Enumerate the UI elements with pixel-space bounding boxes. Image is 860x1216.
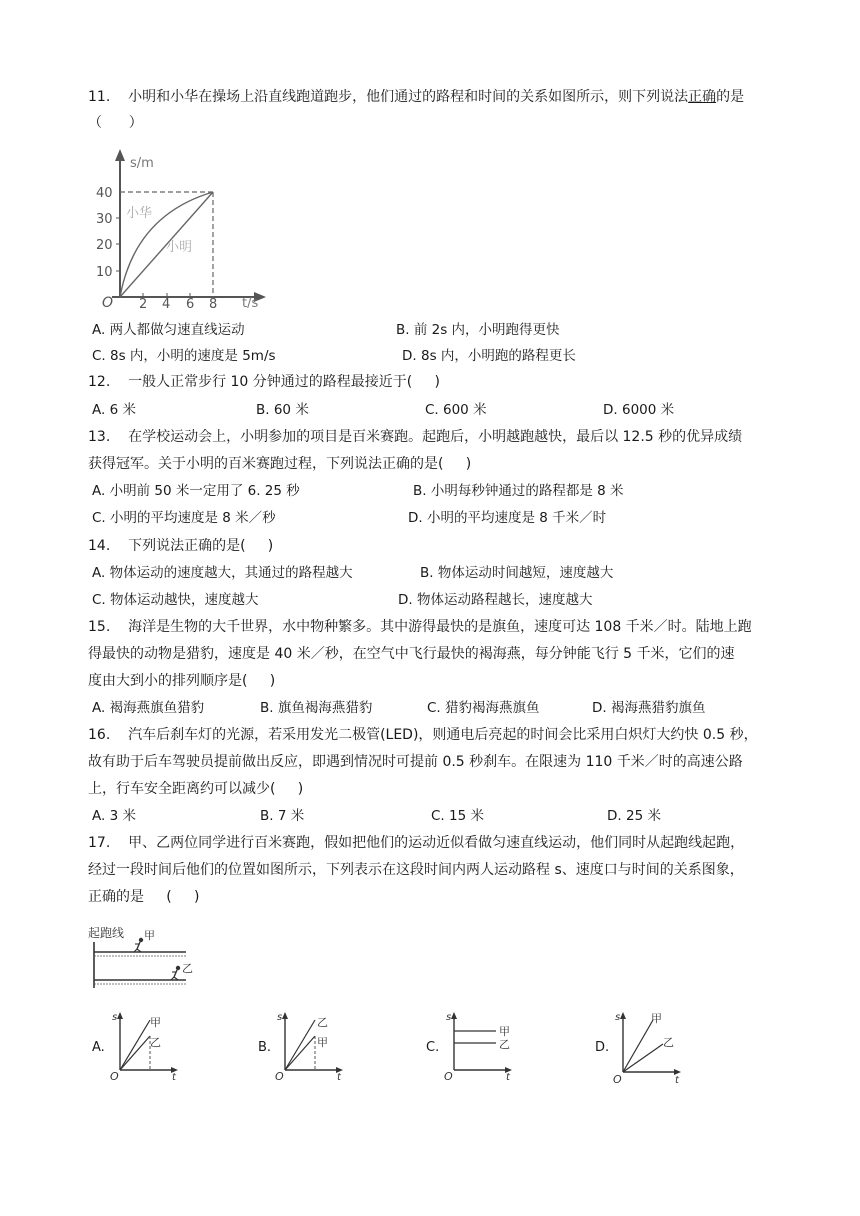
origin-o: O <box>275 1070 284 1080</box>
y-axis-s: s <box>112 1012 118 1023</box>
q15-option-c[interactable]: C. 猎豹褐海燕旗鱼 <box>427 700 540 716</box>
curve-label-xiaoming: 小明 <box>166 240 193 255</box>
x-axis-t: t <box>675 1075 679 1084</box>
x-axis-label: t/s <box>242 296 259 310</box>
x-tick-2: 2 <box>139 297 148 310</box>
q16-option-d[interactable]: D. 25 米 <box>607 808 661 824</box>
q12-option-c[interactable]: C. 600 米 <box>425 402 487 418</box>
q14-option-b[interactable]: B. 物体运动时间越短，速度越大 <box>420 565 614 581</box>
q11-underlined-word: 正确 <box>688 89 717 105</box>
y-tick-30: 30 <box>96 212 113 227</box>
q16-option-a[interactable]: A. 3 米 <box>92 808 136 824</box>
runner-jia-label: 甲 <box>144 929 155 942</box>
q11-option-a[interactable]: A. 两人都做匀速直线运动 <box>92 322 245 338</box>
origin-label: O <box>102 295 114 310</box>
q14-option-c[interactable]: C. 物体运动越快，速度越大 <box>92 592 259 608</box>
runner-yi-icon <box>171 966 180 980</box>
q17-stem-line3: 正确的是 ( ) <box>88 889 200 905</box>
y-axis-s: s <box>277 1012 283 1023</box>
x-tick-8: 8 <box>209 297 218 310</box>
origin-o: O <box>444 1070 453 1080</box>
q17-option-a-graph[interactable] <box>108 1008 184 1080</box>
x-tick-4: 4 <box>162 297 171 310</box>
q13-stem-line1: 13. 在学校运动会上，小明参加的项目是百米赛跑。起跑后，小明越跑越快，最后以 12.5 秒的优异成绩 <box>88 429 743 445</box>
q17-option-c-letter[interactable]: C. <box>426 1040 440 1055</box>
q17-stem-line2: 经过一段时间后他们的位置如图所示，下列表示在这段时间内两人运动路程 s、速度口与时间的关系图象， <box>88 862 744 878</box>
q15-option-a[interactable]: A. 褐海燕旗鱼猎豹 <box>92 700 205 716</box>
q11-option-c[interactable]: C. 8s 内，小明的速度是 5m/s <box>92 348 276 364</box>
y-axis-label: s/m <box>130 156 154 171</box>
label-bottom: 乙 <box>499 1038 510 1051</box>
q15-stem-line2: 得最快的动物是猎豹，速度是 40 米／秒，在空气中飞行最快的褐海燕，每分钟能飞行 5 千米，它们的速 <box>88 646 735 662</box>
x-tick-6: 6 <box>186 297 195 310</box>
q12-option-b[interactable]: B. 60 米 <box>256 402 309 418</box>
runner-yi-label: 乙 <box>182 962 193 975</box>
q13-option-a[interactable]: A. 小明前 50 米一定用了 6. 25 秒 <box>92 483 300 499</box>
q17-option-b-graph[interactable] <box>273 1008 349 1080</box>
q17-option-a-letter[interactable]: A. <box>92 1040 105 1055</box>
q13-stem-line2: 获得冠军。关于小明的百米赛跑过程，下列说法正确的是( ) <box>88 456 472 472</box>
x-axis-t: t <box>506 1072 510 1080</box>
label-bottom: 甲 <box>317 1036 328 1049</box>
q15-stem-line1: 15. 海洋是生物的大千世界，水中物种繁多。其中游得最快的是旗鱼，速度可达 108 千米／时。陆地上跑 <box>88 619 752 635</box>
label-bottom: 乙 <box>150 1036 161 1049</box>
runner-jia-icon <box>134 938 143 952</box>
q13-option-c[interactable]: C. 小明的平均速度是 8 米／秒 <box>92 510 276 526</box>
label-bottom: 乙 <box>663 1036 674 1049</box>
label-top: 甲 <box>150 1016 161 1029</box>
q17-race-track-figure <box>86 922 196 992</box>
q16-option-b[interactable]: B. 7 米 <box>260 808 305 824</box>
y-tick-40: 40 <box>96 186 113 201</box>
q12-option-d[interactable]: D. 6000 米 <box>603 402 675 418</box>
q16-stem-line2: 故有助于后车驾驶员提前做出反应，即遇到情况时可提前 0.5 秒刹车。在限速为 110 千米／时的高速公路 <box>88 754 743 770</box>
q15-stem-line3: 度由大到小的排列顺序是( ) <box>88 673 276 689</box>
x-axis-t: t <box>337 1072 341 1080</box>
q11-distance-time-graph <box>90 145 280 310</box>
q17-option-c-graph[interactable] <box>442 1008 522 1080</box>
label-top: 乙 <box>317 1016 328 1029</box>
q17-option-d-letter[interactable]: D. <box>595 1040 610 1055</box>
q16-option-c[interactable]: C. 15 米 <box>431 808 484 824</box>
y-axis-s: s <box>446 1012 452 1023</box>
y-axis-s: s <box>615 1012 621 1023</box>
y-tick-10: 10 <box>96 265 113 280</box>
q16-stem-line1: 16. 汽车后刹车灯的光源，若采用发光二极管(LED)，则通电后亮起的时间会比采用白炽灯大约快 0.5 秒， <box>88 727 758 743</box>
q13-option-d[interactable]: D. 小明的平均速度是 8 千米／时 <box>408 510 607 526</box>
label-top: 甲 <box>651 1012 662 1025</box>
q11-option-d[interactable]: D. 8s 内，小明跑的路程更长 <box>402 348 576 364</box>
origin-o: O <box>613 1073 622 1084</box>
q17-option-b-letter[interactable]: B. <box>258 1040 272 1055</box>
q17-option-d-graph[interactable] <box>611 1008 687 1084</box>
q15-option-d[interactable]: D. 褐海燕猎豹旗鱼 <box>592 700 706 716</box>
curve-label-xiaohua: 小华 <box>126 206 153 221</box>
label-top: 甲 <box>499 1025 510 1038</box>
q16-stem-line3: 上，行车安全距离约可以减少( ) <box>88 781 304 797</box>
origin-o: O <box>110 1070 119 1080</box>
q12-option-a[interactable]: A. 6 米 <box>92 402 136 418</box>
q14-stem: 14. 下列说法正确的是( ) <box>88 538 274 554</box>
y-tick-20: 20 <box>96 238 113 253</box>
q12-stem: 12. 一般人正常步行 10 分钟通过的路程最接近于( ) <box>88 374 440 390</box>
q14-option-a[interactable]: A. 物体运动的速度越大，其通过的路程越大 <box>92 565 353 581</box>
q11-stem-line1: 11. 小明和小华在操场上沿直线跑道跑步，他们通过的路程和时间的关系如图所示，则下列说法正确的是 <box>88 89 745 105</box>
q11-option-b[interactable]: B. 前 2s 内，小明跑得更快 <box>396 322 560 338</box>
q13-option-b[interactable]: B. 小明每秒钟通过的路程都是 8 米 <box>413 483 624 499</box>
q14-option-d[interactable]: D. 物体运动路程越长，速度越大 <box>398 592 593 608</box>
q15-option-b[interactable]: B. 旗鱼褐海燕猎豹 <box>260 700 373 716</box>
q17-stem-line1: 17. 甲、乙两位同学进行百米赛跑，假如把他们的运动近似看做匀速直线运动，他们同时从起跑线起跑， <box>88 835 745 851</box>
x-axis-t: t <box>172 1072 176 1080</box>
start-line-label: 起跑线 <box>88 926 125 940</box>
q11-stem-line2: （ ） <box>88 115 143 131</box>
